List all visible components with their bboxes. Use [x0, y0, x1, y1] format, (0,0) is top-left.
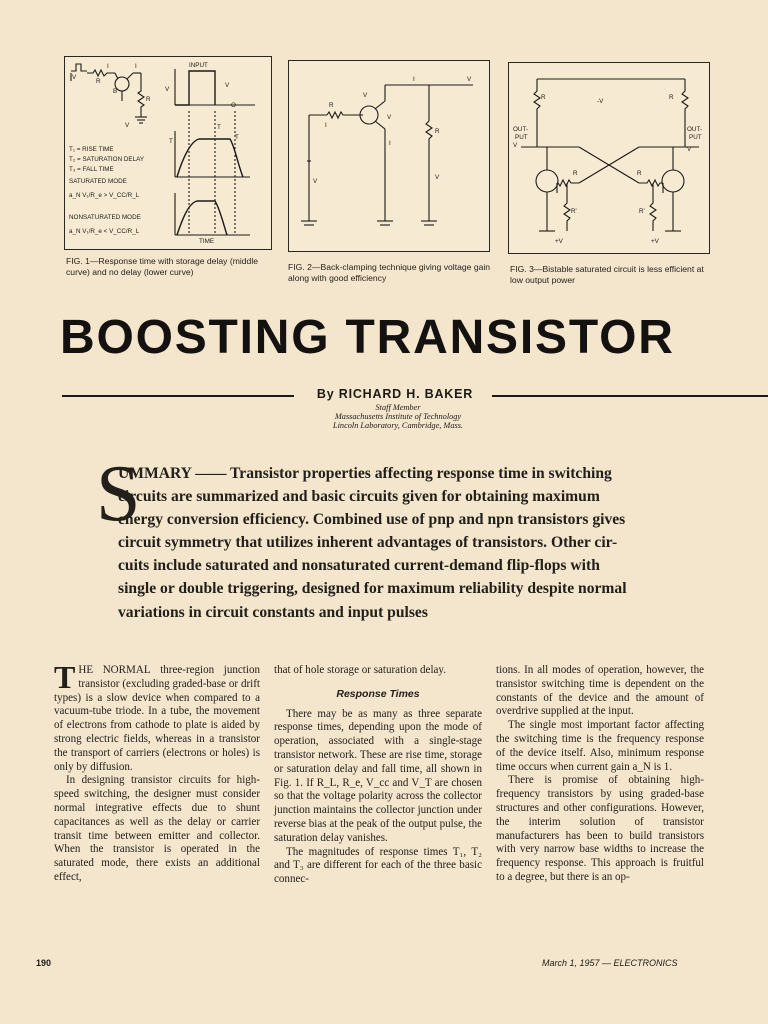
- body-paragraph: In designing transistor circuits for high-speed switching, the designer must consider normal integrative effects due to shunt capacitances as well as the delay or carrier transit time between emitter and collector. When the transistor is operated in the saturated mode, there exists an additional effect,: [54, 774, 260, 883]
- figure-3-diagram: [509, 63, 709, 253]
- affiliation-line: Lincoln Laboratory, Cambridge, Mass.: [333, 420, 463, 430]
- body-column-1: [54, 659, 260, 885]
- fig1-legend-1: T₂ = SATURATION DELAY: [69, 156, 145, 163]
- summary-line: UMMARY —— Transistor properties affecting response time in switching: [118, 465, 612, 482]
- byline-rule-right: [492, 395, 768, 397]
- fig1-legend-0: T₁ = RISE TIME: [69, 146, 114, 153]
- fig3-rl1-label: R: [541, 94, 546, 101]
- figure-2-diagram: [289, 61, 489, 251]
- figure-2-caption: FIG. 2—Back-clamping technique giving voltage gain along with good efficiency: [288, 262, 491, 283]
- body-paragraph: three-region junction transistor (excluding graded-base or drift types) is a slow device when compared to a vacuum-tube triode. In a tube, the movement of electrons from cathode to plate is aided by strong electric fields, whereas in a transistor the transport of carriers (electrons or holes) is only by diffusion.: [54, 664, 260, 773]
- fig1-input-label: INPUT: [189, 62, 208, 69]
- body-column-2: [274, 664, 482, 887]
- figure-1: [64, 56, 272, 250]
- page-number: 190: [36, 958, 52, 968]
- body-paragraph: The magnitudes of response times T₁, T₂ and T₃ are different for each of the three basic connec-: [274, 845, 482, 886]
- fig2-ie-label: I: [389, 140, 391, 147]
- body-dropcap: T: [54, 659, 76, 695]
- fig1-legend-3: SATURATED MODE: [69, 178, 127, 185]
- fig1-legend-2: T₃ = FALL TIME: [69, 166, 114, 173]
- fig3-output2-label: OUT-: [687, 126, 703, 133]
- summary-line: energy conversion efficiency. Combined use of pnp and npn transistors gives: [118, 511, 626, 529]
- summary-line: variations in circuit constants and input pulses: [118, 603, 428, 621]
- section-heading: Response Times: [336, 687, 420, 700]
- summary-line: single or double triggering, designed for maximum reliability despite normal: [118, 580, 627, 598]
- fig3-rb1-label: R: [573, 170, 578, 177]
- fig3-vhigh-label: V: [687, 146, 692, 153]
- figure-1-caption: FIG. 1—Response time with storage delay (middle curve) and no delay (lower curve): [66, 256, 259, 277]
- fig1-o-label: O: [231, 102, 236, 109]
- fig3-put2-label: PUT: [689, 134, 702, 141]
- byline: By RICHARD H. BAKER: [316, 387, 474, 401]
- fig2-vout-label: V: [467, 76, 472, 83]
- summary-line: cuits include saturated and nonsaturated current-demand flip-flops with: [118, 557, 600, 575]
- body-paragraph: There may be as many as three separate response times, depending upon the mode of operation, associated with a single-stage transistor network. These are rise time, storage or saturation delay and fall time, all shown in Fig. 1. If R_L, R_e, V_cc and V_T are chosen so that the voltage polarity across the collector junction maintains the collector junction under reverse bias at the peak of the output pulse, the saturation delay vanishes.: [274, 707, 482, 844]
- affiliation-line: Massachusetts Institute of Technology: [334, 411, 462, 421]
- fig2-rl-label: R: [435, 128, 440, 135]
- fig3-vlow-label: V: [513, 142, 518, 149]
- fig1-time-label: TIME: [199, 238, 215, 245]
- fig1-b-label: B: [113, 88, 118, 95]
- fig3-vcc-label: -V: [597, 98, 604, 105]
- affiliation: [278, 404, 518, 430]
- summary-dropcap: S: [96, 450, 141, 538]
- body-lead: HE NORMAL: [78, 664, 151, 676]
- fig1-ib-label: I: [107, 63, 109, 70]
- fig1-ic-label: I: [135, 63, 137, 70]
- fig2-vce-label: V: [387, 114, 392, 121]
- fig1-vcc-label: V: [125, 122, 130, 129]
- byline-rule-left: [62, 395, 294, 397]
- body-paragraph: There is promise of obtaining high-frequency transistors by using graded-base structures and other configurations. However, the interim solution of transistor manufacturers has been to build transistors with very narrow base widths to increase the frequency response. This approach is fruitful to a degree, but there is an op-: [496, 774, 704, 883]
- summary: [98, 462, 680, 624]
- fig2-ib-label: I: [325, 122, 327, 129]
- body-paragraph: that of hole storage or saturation delay.: [274, 664, 446, 676]
- fig3-vbb2-label: +V: [651, 238, 659, 245]
- fig2-vin-label: V: [313, 178, 318, 185]
- figure-3-caption: FIG. 3—Bistable saturated circuit is less efficient at low output power: [510, 264, 704, 285]
- fig3-vbb1-label: +V: [555, 238, 563, 245]
- fig2-vcb-label: V: [363, 92, 368, 99]
- figure-1-diagram: [65, 57, 271, 249]
- figure-2: [288, 60, 490, 252]
- fig2-vcc-label: V: [435, 174, 440, 181]
- issue-footer: March 1, 1957 — ELECTRONICS: [542, 958, 678, 968]
- summary-line: circuit symmetry that utilizes inherent advantages of transistors. Other cir-: [118, 534, 618, 552]
- fig1-t3-label: T: [235, 134, 239, 141]
- fig1-rl-label: R: [146, 96, 151, 103]
- article-title: BOOSTING TRANSISTOR: [60, 311, 675, 364]
- fig1-v-label: V: [165, 86, 170, 93]
- fig3-rbp2-label: R': [639, 208, 645, 215]
- fig1-vt-label: V: [225, 82, 230, 89]
- fig3-rbp1-label: R': [571, 208, 577, 215]
- fig3-put1-label: PUT: [515, 134, 528, 141]
- fig2-ic-label: I: [413, 76, 415, 83]
- fig1-legend-6: a_N V₁/R_e < V_CC/R_L: [69, 228, 140, 235]
- body-paragraph: tions. In all modes of operation, however, the transistor switching time is dependent on the constants of the device and the amount of overdrive supplied at the input.: [496, 664, 704, 718]
- fig3-rb2-label: R: [637, 170, 642, 177]
- fig3-output1-label: OUT-: [513, 126, 529, 133]
- body-column-3: [496, 664, 704, 885]
- fig1-re-label: R: [96, 78, 101, 85]
- fig1-vi-label: V: [72, 74, 77, 81]
- body-paragraph: The single most important factor affecting the switching time is the frequency response of the device itself. Also, minimum response time occurs when current gain a_N is 1.: [496, 719, 704, 773]
- fig3-rl2-label: R: [669, 94, 674, 101]
- affiliation-line: Staff Member: [375, 403, 421, 412]
- fig1-legend-4: a_N V₁/R_e > V_CC/R_L: [69, 192, 140, 199]
- summary-line: circuits are summarized and basic circuits given for obtaining maximum: [118, 488, 600, 506]
- fig1-t2-label: T: [217, 124, 221, 131]
- fig1-t1-label: T: [169, 138, 173, 145]
- fig1-legend-5: NONSATURATED MODE: [69, 214, 141, 221]
- fig2-rb-label: R: [329, 102, 334, 109]
- figure-3: [508, 62, 710, 254]
